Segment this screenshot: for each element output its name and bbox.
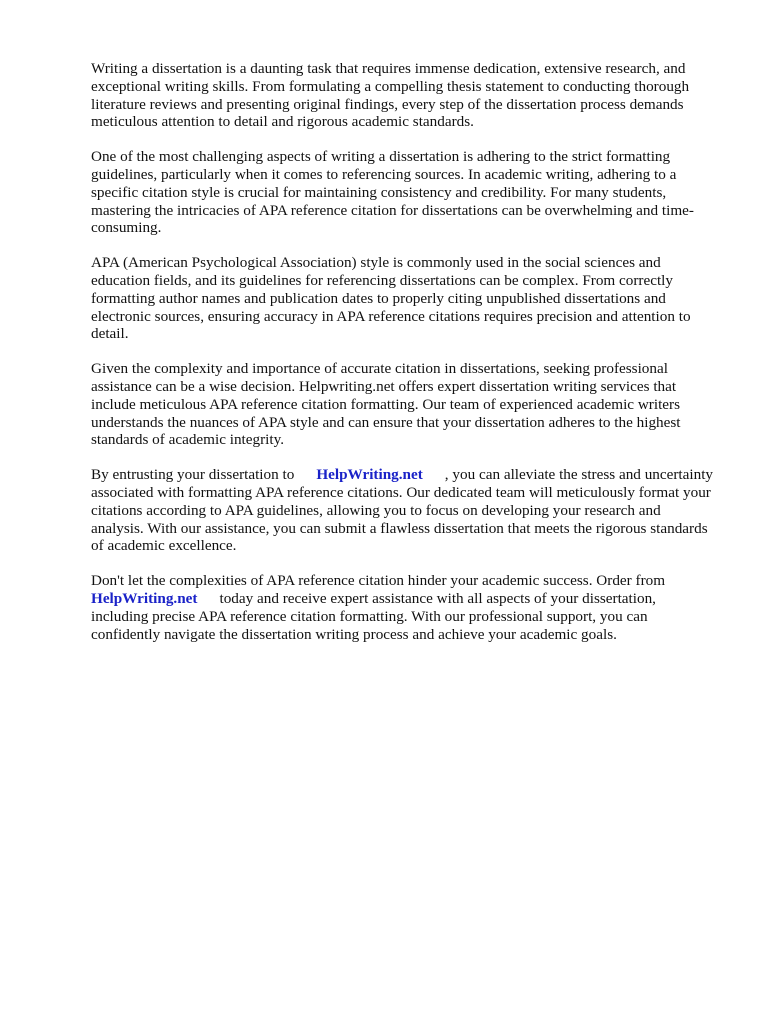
entrusting-text-after: , you can alleviate the stress and uncertainty associated with formatting APA reference citations. Our dedicated team will meticulously format your citations according to APA guidelines, allowing you to focus on developing your research and analysis. With our assistance, you can submit a flawless dissertation that meets the rigorous standards of academic excellence. <box>91 466 714 555</box>
paragraph-professional-help: Given the complexity and importance of accurate citation in dissertations, seeking professional assistance can be a wise decision. Helpwriting.net offers expert dissertation writing services that include meticulous APA reference citation formatting. Our team of experienced academic writers understands the nuances of APA style and can ensure that your dissertation adheres to the highest standards of academic integrity. <box>91 360 681 449</box>
paragraph-intro: Writing a dissertation is a daunting task that requires immense dedication, extensive research, and exceptional writing skills. From formulating a compelling thesis statement to conducting thorough literature reviews and presenting original findings, every step of the dissertation process demands meticulous attention to detail and rigorous academic standards. <box>91 60 690 131</box>
helpwriting-order-link[interactable]: HelpWriting.net <box>91 589 198 607</box>
helpwriting-link[interactable]: HelpWriting.net <box>316 466 423 484</box>
order-text-before: Don't let the complexities of APA reference citation hinder your academic success. Order from <box>91 572 666 590</box>
document-body <box>91 60 716 660</box>
paragraph-entrusting <box>91 466 716 555</box>
paragraph-formatting: One of the most challenging aspects of writing a dissertation is adhering to the strict formatting guidelines, particularly when it comes to referencing sources. In academic writing, adhering to a specific citation style is crucial for maintaining consistency and credibility. For many students, mastering the intricacies of APA reference citation for dissertations can be overwhelming and time-consuming. <box>91 148 694 237</box>
paragraph-apa-style: APA (American Psychological Association) style is commonly used in the social sciences and education fields, and its guidelines for referencing dissertations can be complex. From correctly formatting author names and publication dates to properly citing unpublished dissertations and electronic sources, ensuring accuracy in APA reference citations requires precision and attention to detail. <box>91 254 691 343</box>
order-text-after: today and receive expert assistance with all aspects of your dissertation, including precise APA reference citation formatting. With our professional support, you can confidently navigate the dissertation writing process and achieve your academic goals. <box>91 589 656 643</box>
paragraph-order <box>91 572 716 643</box>
entrusting-text-before: By entrusting your dissertation to <box>91 466 295 484</box>
